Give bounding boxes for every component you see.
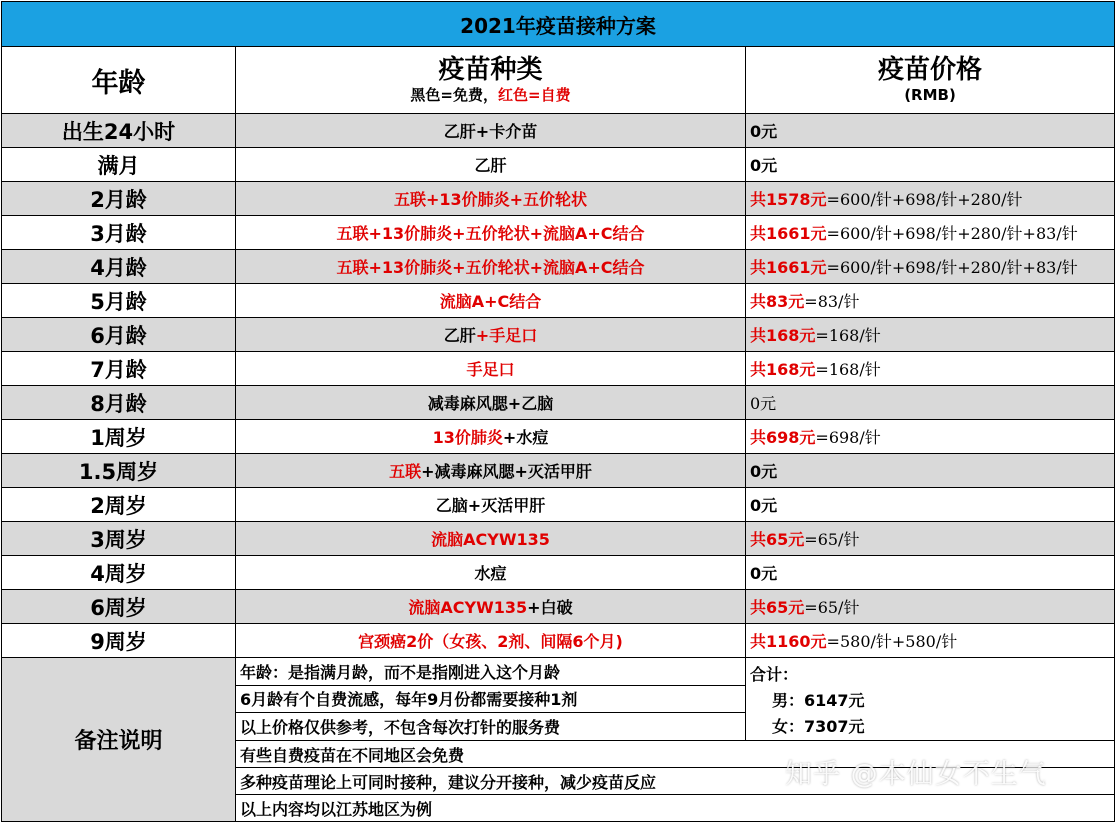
row-age: 7月龄 [2, 352, 236, 386]
vaccine-text: 乙肝 [443, 326, 476, 345]
row-price [746, 216, 1115, 250]
row-price [746, 114, 1115, 148]
note-item: 6月龄有个自费流感，每年9月份都需要接种1剂 [236, 685, 746, 713]
row-vaccine [236, 420, 746, 454]
row-age: 8月龄 [2, 386, 236, 420]
row-price [746, 250, 1115, 284]
table-row [2, 148, 1115, 182]
row-price [746, 148, 1115, 182]
summary-male: 男：6147元 [772, 691, 865, 710]
row-price [746, 556, 1115, 590]
table-row [2, 624, 1115, 658]
price-free: 0元 [750, 564, 778, 583]
notes-label: 备注说明 [2, 658, 236, 822]
row-age: 1.5周岁 [2, 454, 236, 488]
price-total: 共168元 [750, 360, 816, 379]
row-vaccine [236, 386, 746, 420]
row-age: 9周岁 [2, 624, 236, 658]
price-detail: =600/针+698/针+280/针+83/针 [826, 224, 1078, 243]
vaccine-text: 流脑ACYW135 [431, 530, 550, 549]
header-price [746, 47, 1115, 114]
price-detail: =168/针 [815, 326, 881, 345]
sheet-title: 2021年疫苗接种方案 [2, 2, 1115, 47]
price-total: 共1661元 [750, 258, 827, 277]
row-age: 6月龄 [2, 318, 236, 352]
row-vaccine [236, 284, 746, 318]
row-age: 2周岁 [2, 488, 236, 522]
watermark: 知乎 @本仙女不生气 [785, 759, 1047, 790]
row-price [746, 590, 1115, 624]
note-item: 以上内容均以江苏地区为例 [236, 795, 1115, 822]
table-row [2, 386, 1115, 420]
note-item: 年龄：是指满月龄，而不是指刚进入这个月龄 [236, 658, 746, 686]
vaccine-text: 五联+13价肺炎+五价轮状+流脑A+C结合 [336, 258, 645, 277]
vaccine-text: 流脑ACYW135 [408, 598, 528, 617]
table-row [2, 556, 1115, 590]
vaccine-text: 乙肝 [474, 156, 507, 175]
price-free: 0元 [750, 122, 778, 141]
price-total: 共1578元 [750, 190, 827, 209]
row-vaccine [236, 318, 746, 352]
price-free: 0元 [750, 156, 778, 175]
vaccine-text: 手足口 [466, 360, 515, 379]
price-detail: 0元 [750, 394, 777, 413]
row-vaccine [236, 488, 746, 522]
table-row [2, 284, 1115, 318]
header-age: 年龄 [2, 47, 236, 114]
row-price [746, 488, 1115, 522]
row-vaccine [236, 624, 746, 658]
vaccine-table [1, 1, 1115, 822]
price-total: 共168元 [750, 326, 816, 345]
table-row [2, 182, 1115, 216]
summary-female: 女：7307元 [772, 717, 865, 736]
row-price [746, 386, 1115, 420]
price-total: 共83元 [750, 292, 805, 311]
price-total: 共65元 [750, 598, 805, 617]
vaccine-text: +水痘 [502, 428, 549, 447]
row-vaccine [236, 556, 746, 590]
price-detail: =65/针 [804, 598, 860, 617]
price-detail: =600/针+698/针+280/针 [826, 190, 1023, 209]
table-row [2, 352, 1115, 386]
row-price [746, 318, 1115, 352]
row-vaccine [236, 182, 746, 216]
row-vaccine [236, 352, 746, 386]
vaccine-text: 五联+13价肺炎+五价轮状 [393, 190, 588, 209]
row-price [746, 182, 1115, 216]
table-row [2, 318, 1115, 352]
note-item: 以上价格仅供参考，不包含每次打针的服务费 [236, 713, 746, 741]
price-detail: =698/针 [815, 428, 881, 447]
row-age: 3月龄 [2, 216, 236, 250]
header-price-unit: (RMB) [904, 86, 956, 104]
price-total: 共65元 [750, 530, 805, 549]
vaccine-text: 五联 [389, 462, 422, 481]
note-item: 有些自费疫苗在不同地区会免费 [236, 741, 1115, 768]
vaccine-text: 13价肺炎 [432, 428, 503, 447]
price-detail: =65/针 [804, 530, 860, 549]
vaccine-text: +白破 [527, 598, 573, 617]
price-total: 共1160元 [750, 632, 827, 651]
table-row [2, 454, 1115, 488]
row-vaccine [236, 590, 746, 624]
price-free: 0元 [750, 496, 778, 515]
vaccine-text: +减毒麻风腮+灭活甲肝 [421, 462, 592, 481]
vaccine-text: 五联+13价肺炎+五价轮状+流脑A+C结合 [336, 224, 645, 243]
price-detail: =580/针+580/针 [826, 632, 958, 651]
price-free: 0元 [750, 462, 778, 481]
row-age: 3周岁 [2, 522, 236, 556]
row-age: 满月 [2, 148, 236, 182]
row-vaccine [236, 114, 746, 148]
header-price-title: 疫苗价格 [878, 55, 983, 85]
legend-red: 红色=自费 [498, 86, 571, 104]
header-vaccine-title: 疫苗种类 [438, 55, 543, 85]
legend-black: 黑色=免费， [410, 86, 498, 104]
row-price [746, 284, 1115, 318]
vaccine-text: 乙肝+卡介苗 [443, 122, 538, 141]
vaccine-text: 乙脑+灭活甲肝 [435, 496, 546, 515]
row-age: 出生24小时 [2, 114, 236, 148]
row-price [746, 420, 1115, 454]
price-detail: =600/针+698/针+280/针+83/针 [826, 258, 1078, 277]
row-age: 5月龄 [2, 284, 236, 318]
row-age: 1周岁 [2, 420, 236, 454]
notes-row [2, 658, 1115, 686]
row-vaccine [236, 522, 746, 556]
row-age: 6周岁 [2, 590, 236, 624]
summary-title: 合计： [750, 665, 799, 684]
vaccine-text: 宫颈癌2价（女孩、2剂、间隔6个月) [358, 632, 623, 651]
price-total: 共698元 [750, 428, 816, 447]
row-vaccine [236, 148, 746, 182]
table-row [2, 590, 1115, 624]
table-row [2, 114, 1115, 148]
row-age: 4周岁 [2, 556, 236, 590]
row-price [746, 522, 1115, 556]
row-vaccine [236, 216, 746, 250]
table-row [2, 420, 1115, 454]
vaccine-text: 水痘 [474, 564, 507, 583]
row-age: 2月龄 [2, 182, 236, 216]
row-vaccine [236, 454, 746, 488]
row-age: 4月龄 [2, 250, 236, 284]
table-row [2, 216, 1115, 250]
price-total: 共1661元 [750, 224, 827, 243]
row-price [746, 624, 1115, 658]
vaccine-text: +手足口 [475, 326, 538, 345]
row-vaccine [236, 250, 746, 284]
table-row [2, 250, 1115, 284]
row-price [746, 454, 1115, 488]
table-row [2, 522, 1115, 556]
price-summary [746, 658, 1115, 741]
header-vaccine [236, 47, 746, 114]
row-price [746, 352, 1115, 386]
vaccine-text: 减毒麻风腮+乙脑 [427, 394, 554, 413]
price-detail: =168/针 [815, 360, 881, 379]
header-vaccine-legend [236, 85, 745, 105]
table-row [2, 488, 1115, 522]
vaccine-text: 流脑A+C结合 [439, 292, 542, 311]
price-detail: =83/针 [804, 292, 860, 311]
note-item: 多种疫苗理论上可同时接种，建议分开接种，减少疫苗反应 [236, 768, 1115, 795]
